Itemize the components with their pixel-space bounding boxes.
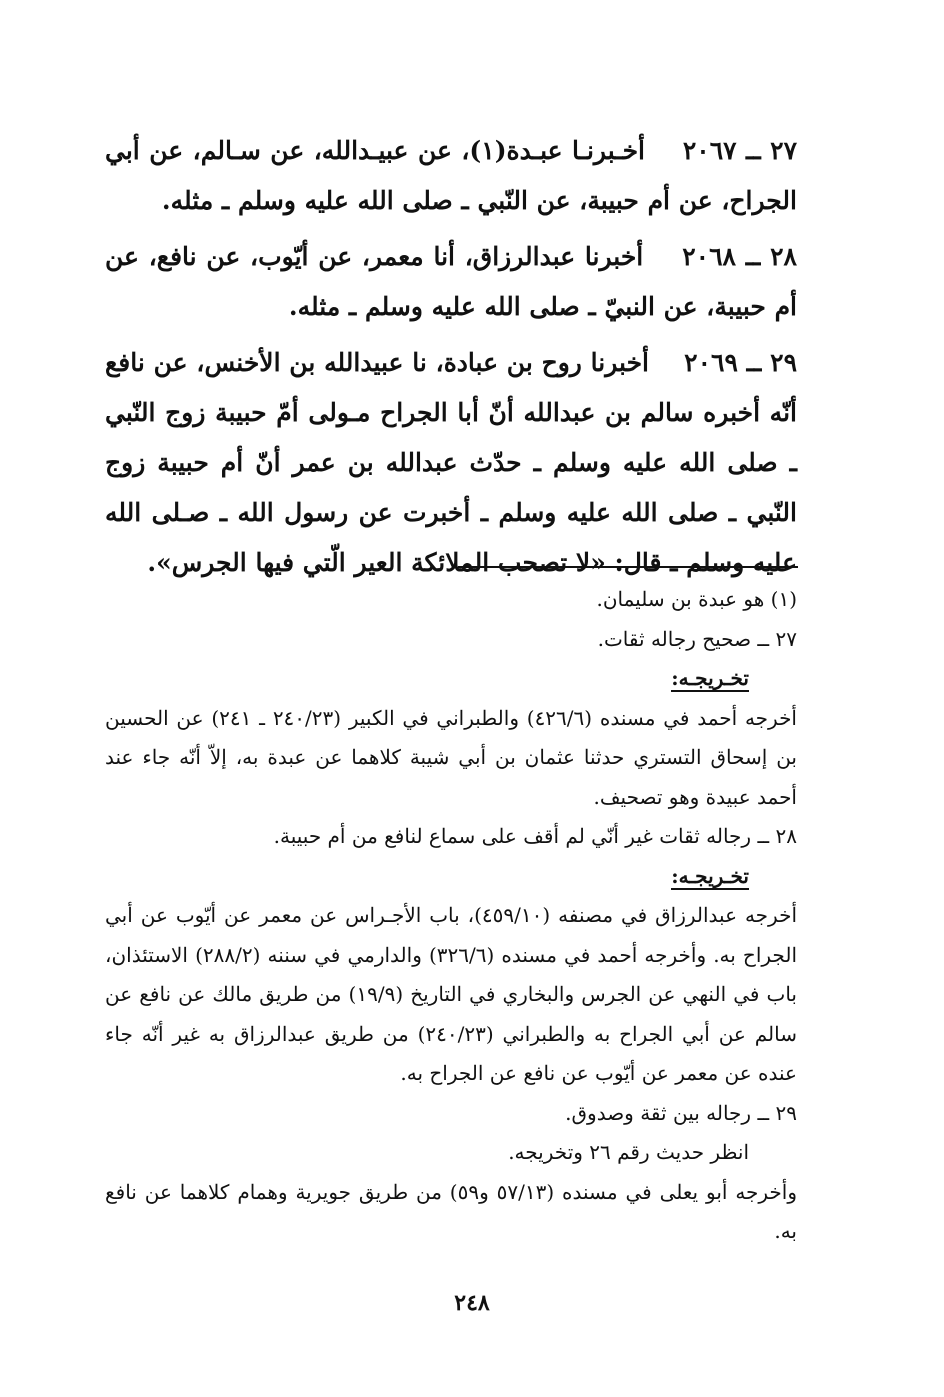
takhrij-heading-28: تخـريجـه:: [671, 863, 749, 888]
note-27: ٢٧ ــ صحيح رجاله ثقات.: [597, 626, 797, 651]
hadith-number: ٢٧ ــ ٢٠٦٧: [682, 136, 798, 165]
footnote-1: (١) هو عبدة بن سليمان.: [596, 587, 797, 611]
takhrij-text-29a: انظر حديث رقم ٢٦ وتخريجه.: [508, 1140, 749, 1164]
hadith-text: أخبرنا روح بن عبادة، نا عبيدالله بن الأخنس، عن نافع أنّه أخبره سالم بن عبدالله أنّ أبا الجراح مـولى أمّ حبيبة زوج النّبي ـ صلى الله عليه وسلم ـ حدّث عبدالله بن عمر أنّ أم حبيبة زوج النّبي ـ صلى الله عليه وسلم ـ أخبرت عن رسول الله ـ صـلى الله عليه وسلم ـ قال: «لا تصحب الملائكة العير الّتي فيها الجرس».: [105, 348, 797, 577]
hadith-text: أخـبرنـا عبـدة(١)، عن عبيـدالله، عن سـالم، عن أبي الجراح، عن أم حبيبة، عن النّبي ـ صلى الله عليه وسلم ـ مثله.: [105, 136, 797, 215]
hadith-entry-2068: [105, 232, 797, 332]
page-number: ٢٤٨: [454, 1290, 490, 1316]
takhrij-text-29b: وأخرجه أبو يعلى في مسنده (٥٧/١٣ و٥٩) من طريق جويرية وهمام كلاهما عن نافع به.: [105, 1179, 798, 1243]
hadith-entry-2067: [105, 126, 797, 226]
hadith-entry-2069: [105, 338, 797, 588]
note-28: ٢٨ ــ رجاله ثقات غير أنّي لم أقف على سماع لنافع من أم حبيبة.: [273, 824, 797, 848]
takhrij-heading-27: تخـريجـه:: [671, 666, 749, 690]
footnotes-block: [105, 580, 797, 1252]
takhrij-text-28: أخرجه عبدالرزاق في مصنفه (٤٥٩/١٠)، باب الأجـراس عن معمر عن أيّوب عن أبي الجراح به. وأخرجه أحمد في مسنده (٣٢٦/٦) والدارمي في سننه (٢٨٨/٢) الاستئذان، باب في النهي عن الجرس والبخاري في التاريخ (١٩/٩) من طريق مالك عن نافع عن سالم عن أبي الجراح به والطبراني (٢٤٠/٢٣) من طريق عبدالرزاق به غير أنّه جاء عنده عن معمر عن أيّوب عن نافع عن الجراح به.: [105, 903, 797, 1085]
hadith-number: ٢٩ ــ ٢٠٦٩: [684, 348, 797, 377]
takhrij-text-27: أخرجه أحمد في مسنده (٤٢٦/٦) والطبراني في الكبير (٢٤٠/٢٣ ـ ٢٤١) عن الحسين بن إسحاق التستري حدثنا عثمان بن أبي شيبة كلاهما عن عبدة به، إلاّ أنّه جاء عند أحمد عبيدة وهو تصحيف.: [105, 705, 797, 809]
note-29: ٢٩ ــ رجاله بين ثقة وصدوق.: [565, 1100, 797, 1125]
hadith-number: ٢٨ ــ ٢٠٦٨: [682, 242, 797, 271]
hadith-text-block: [105, 126, 797, 594]
hadith-text: أخبرنا عبدالرزاق، أنا معمر، عن أيّوب، عن نافع، عن أم حبيبة، عن النبيّ ـ صلى الله عليه وسلم ـ مثله.: [105, 242, 797, 321]
footnote-separator: [458, 566, 798, 568]
